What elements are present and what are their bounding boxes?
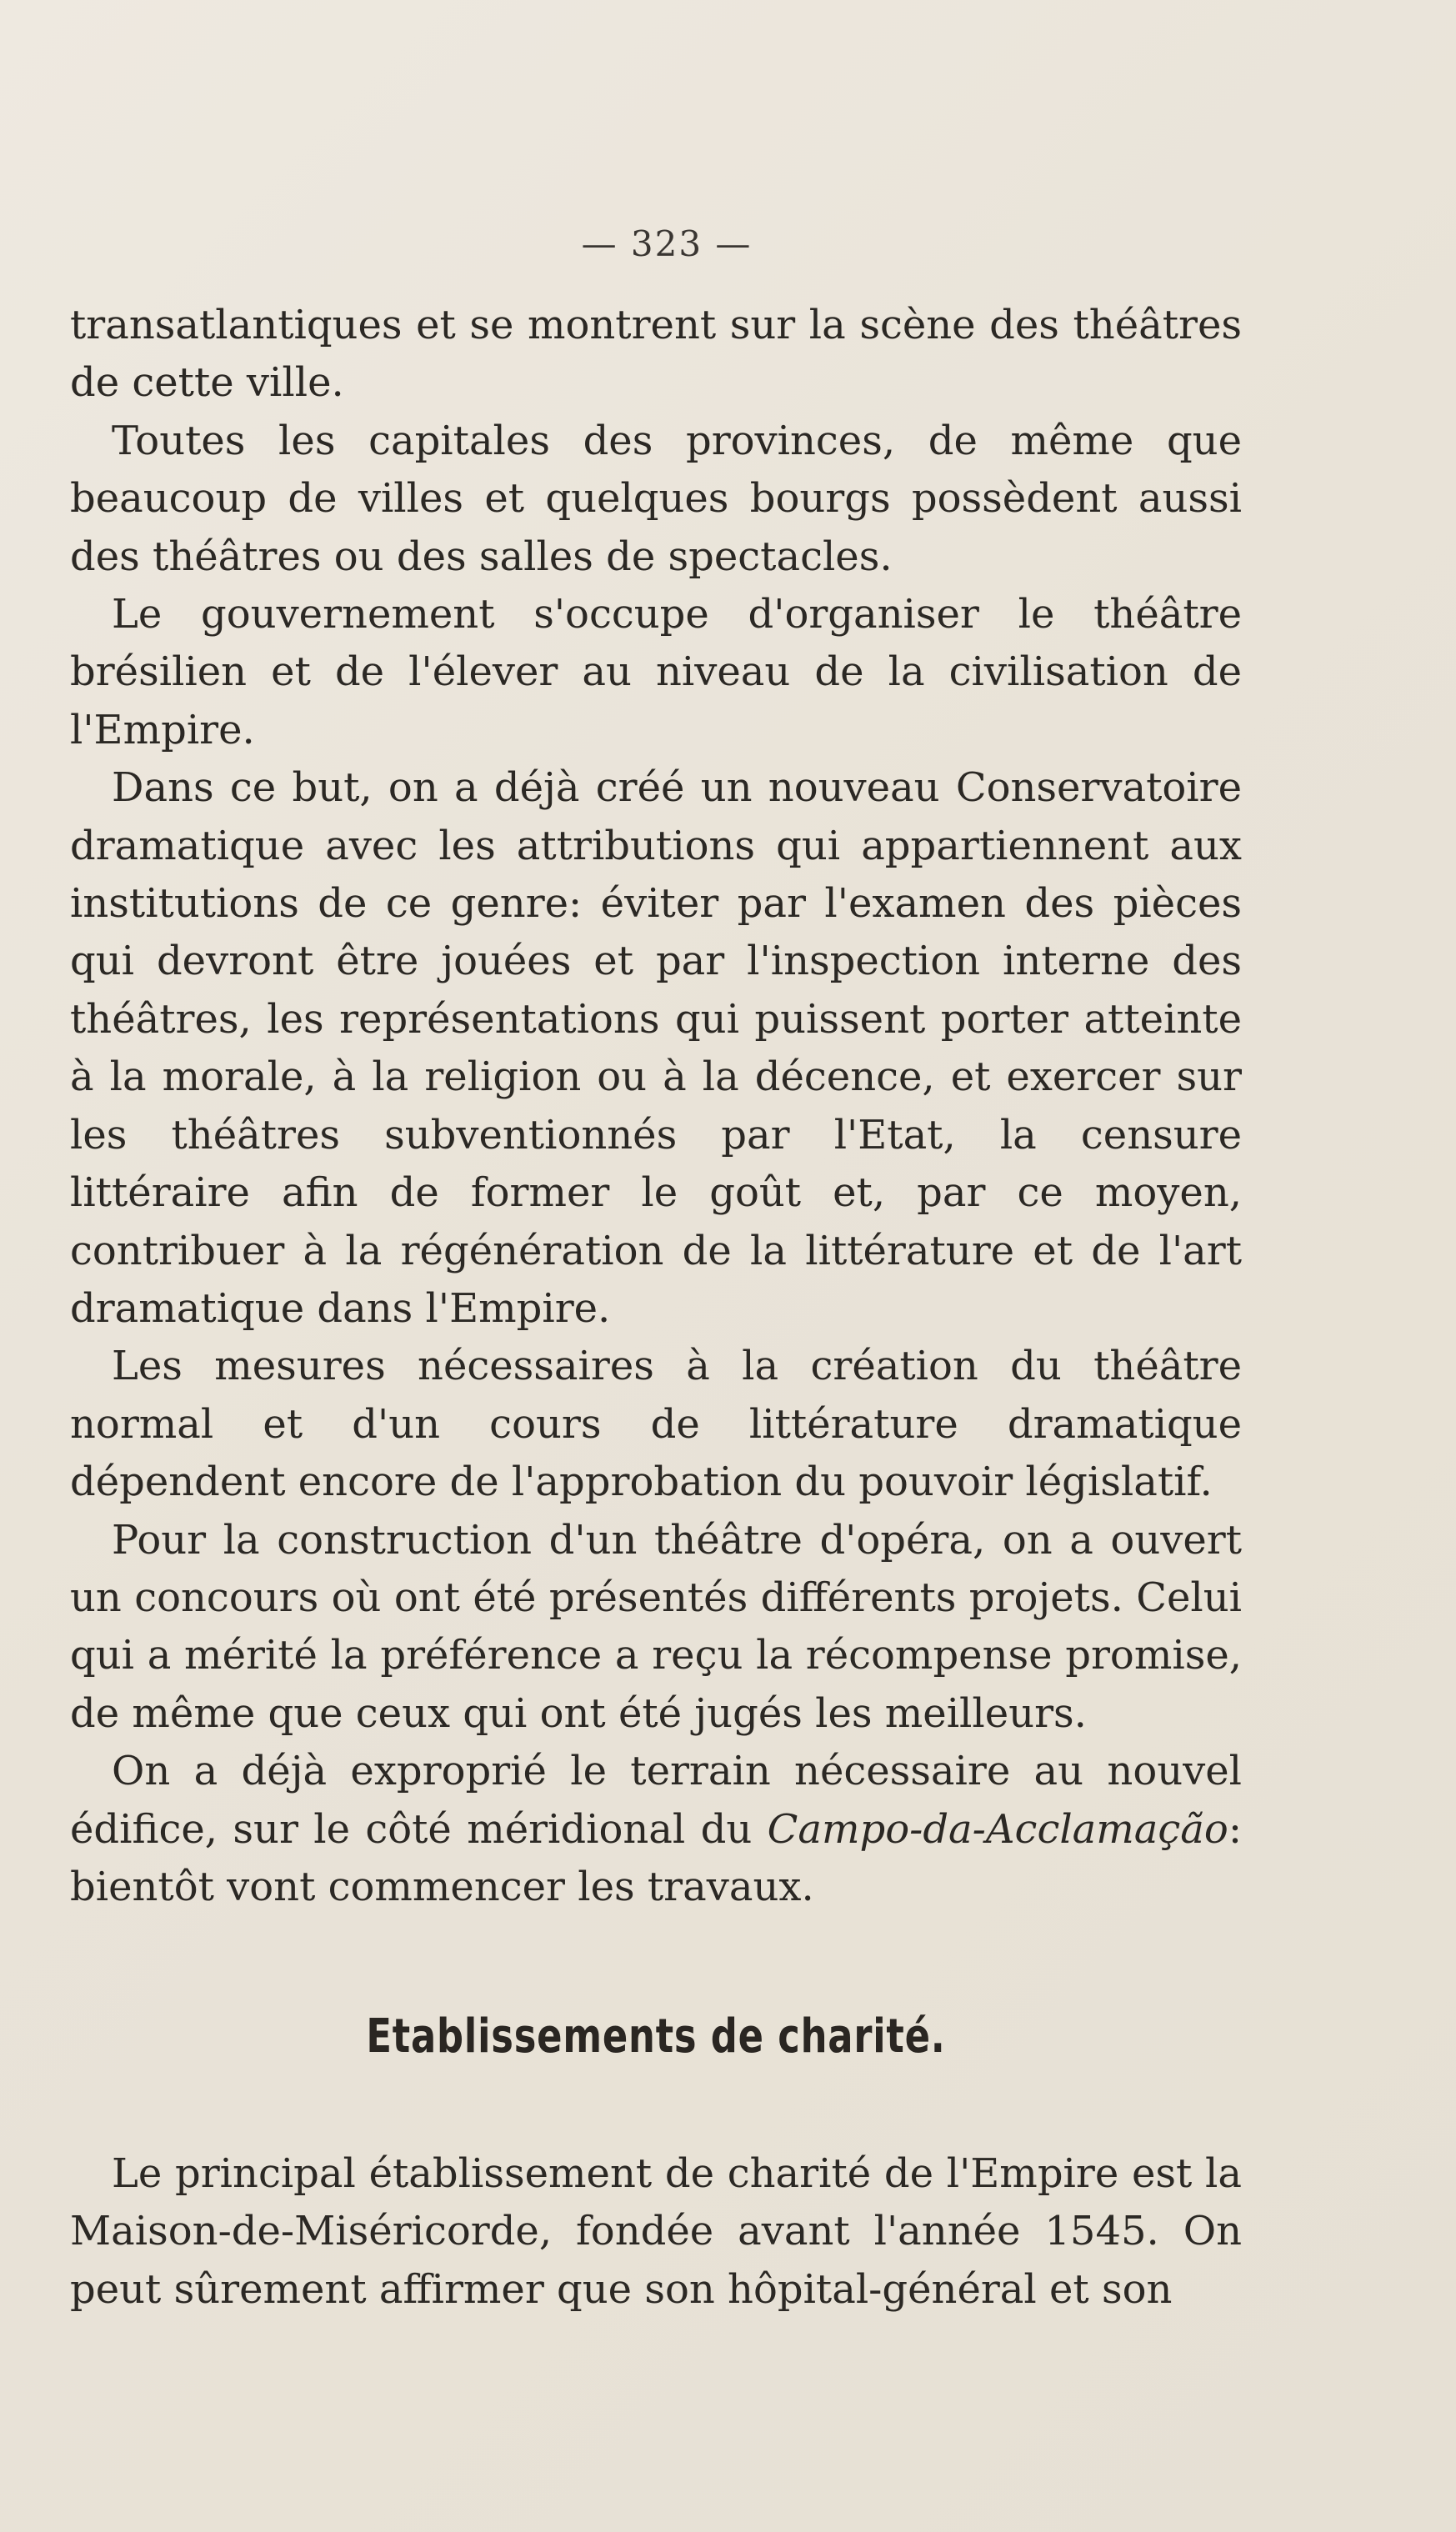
paragraph-conservatoire: Dans ce but, on a déjà créé un nouveau Conservatoire dramatique avec les attributions qui appartiennent aux institutions de ce genre: éviter par l'examen des pièces qui devront être jouées et par l'inspection interne des théâtres, les représentations qui puissent porter atteinte à la morale, à la religion ou à la décence, et exercer sur les théâtres subventionnés par l'Etat, la censure littéraire afin de former le goût et, par ce moyen, contribuer à la régénération de la littérature et de l'art dramatique dans l'Empire.: [70, 764, 1242, 1332]
page-number: — 323 —: [581, 223, 753, 264]
terrain-text-start: On a déjà exproprié le terrain nécessaire au nouvel édifice, sur le côté méridional du: [70, 1748, 1242, 1853]
body-text: [70, 297, 1242, 2319]
paragraph-government: Le gouvernement s'occupe d'organiser le théâtre brésilien et de l'élever au niveau de la civilisation de l'Empire.: [70, 591, 1242, 753]
place-name-italic: Campo-da-Acclamação: [767, 1805, 1228, 1853]
terrain-text-end: : bientôt vont commencer les travaux.: [70, 1805, 1242, 1910]
paragraph-provinces: Toutes les capitales des provinces, de même que beaucoup de villes et quelques bourgs possèdent aussi des théâtres ou des salles de spectacles.: [70, 417, 1242, 580]
paragraph-charite: Le principal établissement de charité de l'Empire est la Maison-de-Miséricorde, fondée avant l'année 1545. On peut sûrement affirmer que son hôpital-général et son: [70, 2149, 1242, 2313]
paragraph-terrain: [70, 1743, 1242, 1916]
paragraph-mesures: Les mesures nécessaires à la création du théâtre normal et d'un cours de littérature dramatique dépendent encore de l'approbation du pouvoir législatif.: [70, 1343, 1242, 1506]
paragraph-opera: Pour la construction d'un théâtre d'opéra, on a ouvert un concours où ont été présentés différents projets. Celui qui a mérité la préférence a reçu la récompense promise, de même que ceux qui ont été jugés les meilleurs.: [70, 1516, 1242, 1737]
section-heading: Etablissements de charité.: [366, 2009, 946, 2064]
paragraph-continued: transatlantiques et se montrent sur la scène des théâtres de cette ville.: [70, 302, 1242, 407]
